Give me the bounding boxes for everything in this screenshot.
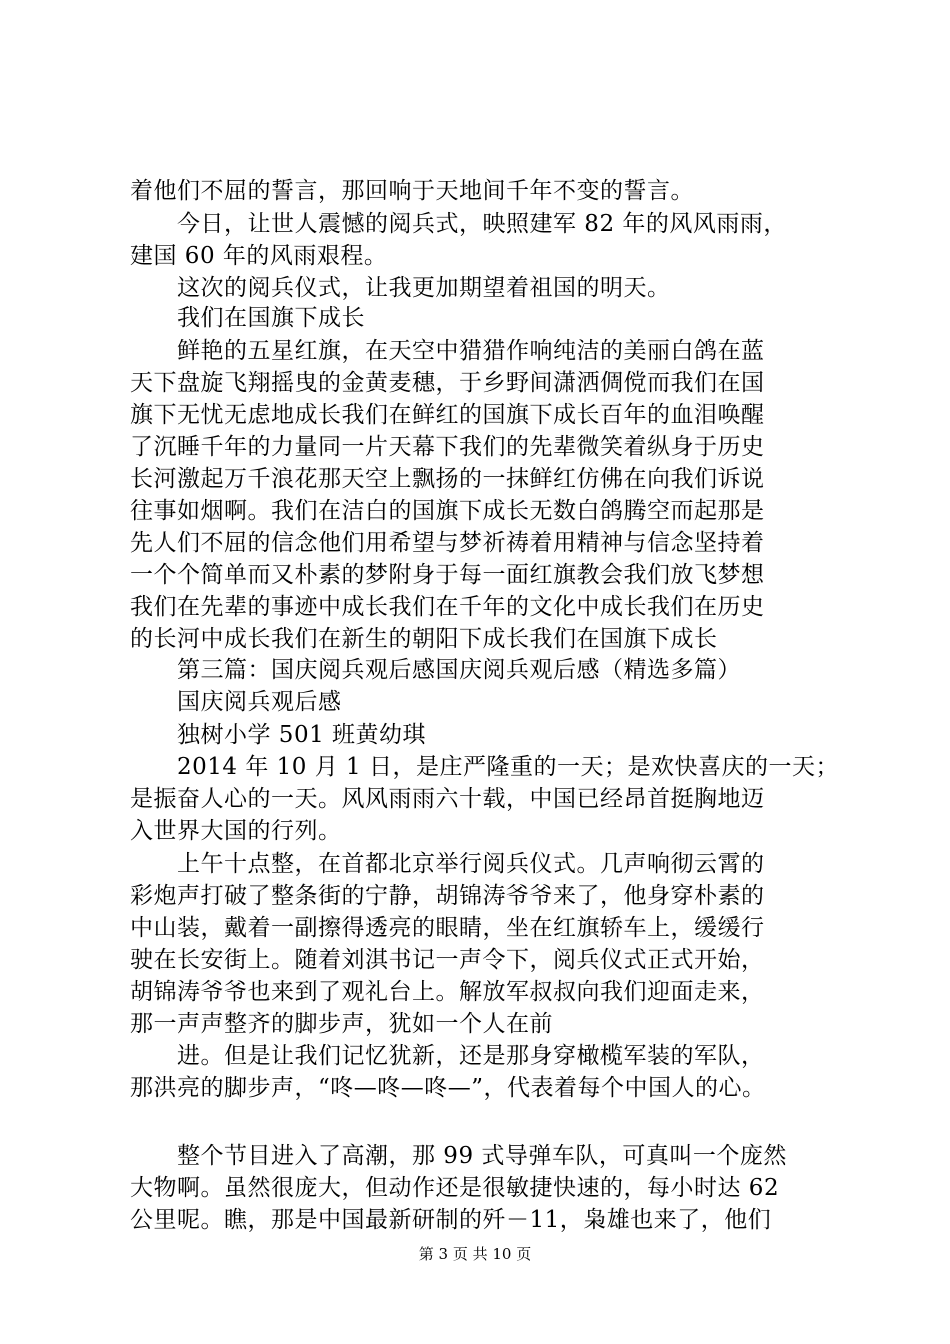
page-number-footer: 第 3 页 共 10 页 [418,1245,532,1263]
text-line: 着他们不屈的誓言，那回响于天地间千年不变的誓言。 [130,178,694,204]
text-line: 今日，让世人震憾的阅兵式，映照建军 82 年的风风雨雨， [177,211,787,237]
text-line: 2014 年 10 月 1 日，是庄严隆重的一天；是欢快喜庆的一天； [177,754,839,780]
text-line: 我们在先辈的事迹中成长我们在千年的文化中成长我们在历史 [130,594,765,620]
section-heading: 国庆阅兵观后感 [177,689,342,715]
section-heading: 第三篇：国庆阅兵观后感国庆阅兵观后感（精选多篇） [177,657,741,683]
text-line: 中山装，戴着一副擦得透亮的眼睛，坐在红旗轿车上，缓缓行 [130,915,765,941]
text-line: 大物啊。虽然很庞大，但动作还是很敏捷快速的，每小时达 62 [130,1175,780,1201]
text-line: 长河激起万千浪花那天空上飘扬的一抹鲜红仿佛在向我们诉说 [130,466,765,492]
text-line: 入世界大国的行列。 [130,818,342,844]
text-line: 胡锦涛爷爷也来到了观礼台上。解放军叔叔向我们迎面走来， [130,979,765,1005]
text-line: 鲜艳的五星红旗，在天空中猎猎作响纯洁的美丽白鸽在蓝 [177,338,765,364]
author-line: 独树小学 501 班黄幼琪 [177,722,427,748]
text-line: 整个节目进入了高潮，那 99 式导弹车队，可真叫一个庞然 [177,1143,787,1169]
text-line: 先人们不屈的信念他们用希望与梦祈祷着用精神与信念坚持着 [130,530,765,556]
section-heading: 我们在国旗下成长 [177,305,365,331]
text-line: 天下盘旋飞翔摇曳的金黄麦穗，于乡野间潇洒倜傥而我们在国 [130,370,765,396]
text-line: 了沉睡千年的力量同一片天幕下我们的先辈微笑着纵身于历史 [130,434,765,460]
text-line: 一个个简单而又朴素的梦附身于每一面红旗教会我们放飞梦想 [130,562,765,588]
text-line: 进。但是让我们记忆犹新，还是那身穿橄榄军装的军队， [177,1043,765,1069]
text-line: 那一声声整齐的脚步声，犹如一个人在前 [130,1011,553,1037]
text-line: 这次的阅兵仪式，让我更加期望着祖国的明天。 [177,275,671,301]
text-line: 往事如烟啊。我们在洁白的国旗下成长无数白鸽腾空而起那是 [130,498,765,524]
text-line: 上午十点整，在首都北京举行阅兵仪式。几声响彻云霄的 [177,851,765,877]
text-line: 彩炮声打破了整条街的宁静，胡锦涛爷爷来了，他身穿朴素的 [130,883,765,909]
text-line: 公里呢。瞧，那是中国最新研制的歼－11，枭雄也来了，他们 [130,1207,772,1233]
text-line: 驶在长安街上。随着刘淇书记一声令下，阅兵仪式正式开始， [130,947,765,973]
text-line: 旗下无忧无虑地成长我们在鲜红的国旗下成长百年的血泪唤醒 [130,402,765,428]
text-line: 那洪亮的脚步声，“咚—咚—咚—”，代表着每个中国人的心。 [130,1075,766,1101]
text-line: 的长河中成长我们在新生的朝阳下成长我们在国旗下成长 [130,626,718,652]
text-line: 建国 60 年的风雨艰程。 [130,243,388,269]
text-line: 是振奋人心的一天。风风雨雨六十载，中国已经昂首挺胸地迈 [130,786,765,812]
